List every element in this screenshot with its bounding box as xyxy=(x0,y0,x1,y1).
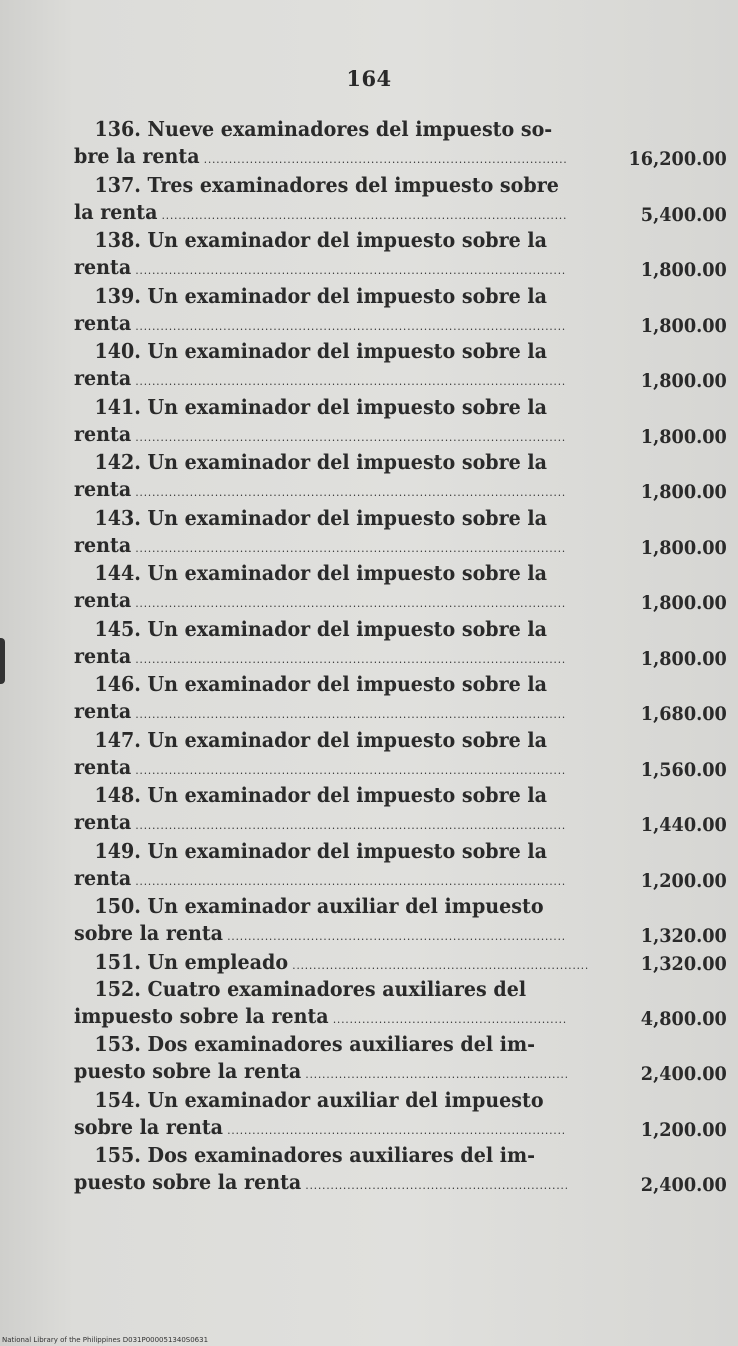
list-item xyxy=(74,560,727,616)
appropriation-list xyxy=(74,116,727,1198)
list-item xyxy=(74,949,727,976)
item-amount: 1,800.00 xyxy=(640,259,727,281)
item-description: 150. Un examinador auxiliar del impuesto xyxy=(94,894,544,918)
list-item xyxy=(74,616,727,672)
item-description-continuation: renta ..... xyxy=(74,643,567,673)
item-description: 139. Un examinador del impuesto sobre la xyxy=(94,283,548,308)
item-description: 146. Un examinador del impuesto sobre la xyxy=(94,672,548,696)
item-amount: 4,800.00 xyxy=(640,1007,727,1030)
list-item xyxy=(74,172,727,228)
scan-footer: National Library of the Philippines D031P000051340S0631 xyxy=(2,1336,209,1344)
item-description: 155. Dos examinadores auxiliares del im- xyxy=(94,1143,536,1167)
item-description: 148. Un examinador del impuesto sobre la xyxy=(94,783,548,807)
item-amount: 1,680.00 xyxy=(640,703,727,725)
page-number: 164 xyxy=(346,66,392,91)
item-amount: 1,800.00 xyxy=(640,647,727,670)
item-description-continuation: renta ..... xyxy=(74,365,567,395)
item-amount: 1,200.00 xyxy=(640,869,727,892)
list-item xyxy=(74,449,727,505)
item-description: 142. Un examinador del impuesto sobre la xyxy=(94,450,548,474)
item-amount: 1,200.00 xyxy=(640,1118,727,1141)
item-description-continuation: puesto sobre la renta ..... xyxy=(74,1169,567,1199)
item-description-continuation: sobre la renta ..... xyxy=(74,1114,567,1144)
binding-edge-mark xyxy=(0,638,5,684)
item-description: 153. Dos examinadores auxiliares del im- xyxy=(94,1032,536,1056)
item-description: 147. Un examinador del impuesto sobre la xyxy=(94,727,548,752)
item-amount: 1,800.00 xyxy=(640,481,727,503)
list-item xyxy=(74,976,727,1032)
item-description-continuation: renta ..... xyxy=(74,698,567,728)
list-item xyxy=(74,338,727,394)
item-description-continuation: la renta ..... xyxy=(74,199,567,229)
item-description: 149. Un examinador del impuesto sobre la xyxy=(94,838,548,863)
item-description-continuation: renta ..... xyxy=(74,254,567,284)
item-description-continuation: renta ..... xyxy=(74,587,567,617)
item-description: 140. Un examinador del impuesto sobre la xyxy=(94,339,548,363)
item-amount: 1,440.00 xyxy=(640,814,727,836)
item-description: 143. Un examinador del impuesto sobre la xyxy=(94,505,548,530)
item-description: 141. Un examinador del impuesto sobre la xyxy=(94,394,548,419)
item-description: 136. Nueve examinadores del impuesto so- xyxy=(94,117,553,141)
item-description-continuation: renta ..... xyxy=(74,865,567,895)
item-description-continuation: renta ..... xyxy=(74,754,567,784)
item-amount: 5,400.00 xyxy=(640,203,727,226)
item-description-continuation: impuesto sobre la renta ..... xyxy=(74,1003,567,1033)
item-amount: 1,320.00 xyxy=(640,925,727,947)
item-description-continuation: bre la renta ..... xyxy=(74,143,567,173)
item-amount: 1,800.00 xyxy=(640,314,727,337)
item-description: 138. Un examinador del impuesto sobre la xyxy=(94,228,548,252)
item-description-continuation: renta ..... xyxy=(74,476,567,506)
item-description-continuation: renta ..... xyxy=(74,310,567,340)
item-amount: 1,800.00 xyxy=(640,592,727,614)
item-description-continuation: renta ..... xyxy=(74,421,567,451)
item-description: 151. Un empleado ..... xyxy=(74,949,587,979)
list-item xyxy=(74,893,727,949)
list-item xyxy=(74,782,727,838)
list-item xyxy=(74,1087,727,1143)
list-item xyxy=(74,227,727,283)
item-amount: 1,800.00 xyxy=(640,425,727,448)
list-item xyxy=(74,505,727,561)
item-amount: 2,400.00 xyxy=(640,1174,727,1196)
list-item xyxy=(74,394,727,450)
item-amount: 16,200.00 xyxy=(628,148,727,170)
item-description-continuation: renta ..... xyxy=(74,809,567,839)
list-item xyxy=(74,1142,727,1198)
list-item xyxy=(74,727,727,783)
item-description: 145. Un examinador del impuesto sobre la xyxy=(94,616,548,641)
item-description: 154. Un examinador auxiliar del impuesto xyxy=(94,1087,544,1112)
item-description: 152. Cuatro examinadores auxiliares del xyxy=(94,976,527,1001)
item-amount: 1,560.00 xyxy=(640,758,727,781)
list-item xyxy=(74,671,727,727)
item-amount: 1,800.00 xyxy=(640,370,727,392)
item-amount: 1,320.00 xyxy=(640,952,727,975)
item-description-continuation: puesto sobre la renta ..... xyxy=(74,1058,567,1088)
list-item xyxy=(74,838,727,894)
list-item xyxy=(74,116,727,172)
item-amount: 2,400.00 xyxy=(640,1063,727,1085)
item-amount: 1,800.00 xyxy=(640,536,727,559)
item-description: 144. Un examinador del impuesto sobre la xyxy=(94,561,548,585)
item-description-continuation: sobre la renta ..... xyxy=(74,920,567,950)
list-item xyxy=(74,283,727,339)
list-item xyxy=(74,1031,727,1087)
item-description-continuation: renta ..... xyxy=(74,532,567,562)
item-description: 137. Tres examinadores del impuesto sobre xyxy=(94,172,559,197)
